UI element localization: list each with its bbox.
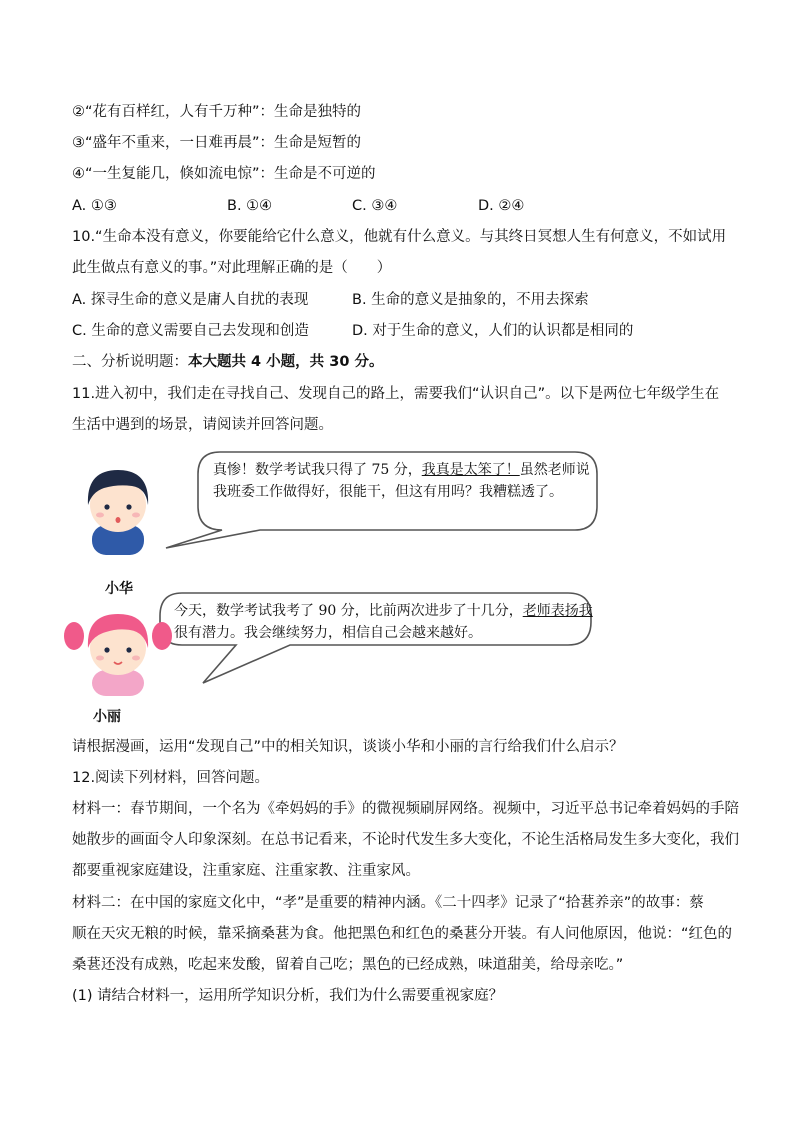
q12-material2-line1: 材料二：在中国的家庭文化中，“孝”是重要的精神内涵。《二十四孝》记录了“拾葚养亲”的故事：蔡 bbox=[72, 895, 704, 911]
xiaoli-speech-line1 bbox=[174, 600, 593, 622]
xiaohua-speech-underlined: 我真是太笨了！ bbox=[421, 462, 520, 478]
q12-subquestion-1: (1) 请结合材料一，运用所学知识分析，我们为什么需要重视家庭？ bbox=[72, 988, 504, 1004]
xiaohua-speech-line1-a: 真惨！数学考试我只得了 75 分， bbox=[213, 462, 422, 478]
xiaoli-avatar bbox=[64, 614, 172, 696]
xiaoli-speech-line2: 很有潜力。我会继续努力，相信自己会越来越好。 bbox=[174, 625, 482, 641]
xiaoli-speech-line1-a: 今天，数学考试我考了 90 分，比前两次进步了十几分， bbox=[174, 603, 523, 619]
q9-option-a: A. ①③ bbox=[72, 198, 117, 214]
section-heading-prefix: 二、分析说明题： bbox=[72, 354, 188, 370]
xiaoli-name: 小丽 bbox=[93, 709, 121, 725]
q9-item-4: ④“一生复能几，倏如流电惊”：生命是不可逆的 bbox=[72, 166, 376, 182]
q9-item-3: ③“盛年不重来，一日难再晨”：生命是短暂的 bbox=[72, 135, 362, 151]
q9-option-c: C. ③④ bbox=[352, 198, 398, 214]
q9-option-b: B. ①④ bbox=[227, 198, 273, 214]
xiaoli-speech-underlined: 老师表扬我 bbox=[522, 603, 593, 619]
section-heading-score: 本大题共 4 小题，共 30 分。 bbox=[188, 354, 384, 370]
q12-material1-line3: 都要重视家庭建设，注重家庭、注重家教、注重家风。 bbox=[72, 863, 420, 879]
xiaohua-name: 小华 bbox=[105, 581, 133, 597]
q12-material2-line2: 顺在天灾无粮的时候，靠采摘桑葚为食。他把黑色和红色的桑葚分开装。有人问他原因，他说：“红色的 bbox=[72, 926, 733, 942]
q10-stem-line1: 10.“生命本没有意义，你要能给它什么意义，他就有什么意义。与其终日冥想人生有何意义，不如试用 bbox=[72, 229, 727, 245]
xiaohua-speech-line2: 我班委工作做得好，很能干，但这有用吗？我糟糕透了。 bbox=[213, 484, 563, 500]
q11-prompt: 请根据漫画，运用“发现自己”中的相关知识，谈谈小华和小丽的言行给我们什么启示？ bbox=[72, 739, 624, 755]
q10-option-b: B. 生命的意义是抽象的，不用去探索 bbox=[352, 292, 589, 308]
xiaohua-avatar bbox=[88, 470, 148, 555]
q9-item-2: ②“花有百样红，人有千万种”：生命是独特的 bbox=[72, 104, 362, 120]
q10-stem-line2: 此生做点有意义的事。”对此理解正确的是（ ） bbox=[72, 260, 392, 276]
q11-stem-line2: 生活中遇到的场景，请阅读并回答问题。 bbox=[72, 417, 333, 433]
q9-option-d: D. ②④ bbox=[478, 198, 525, 214]
xiaohua-speech-line1 bbox=[213, 459, 590, 481]
q10-option-c: C. 生命的意义需要自己去发现和创造 bbox=[72, 323, 309, 339]
q12-material1-line2: 她散步的画面令人印象深刻。在总书记看来，不论时代发生多大变化，不论生活格局发生多大变化，我们 bbox=[72, 832, 739, 848]
q10-option-d: D. 对于生命的意义，人们的认识都是相同的 bbox=[352, 323, 634, 339]
q12-material1-line1: 材料一：春节期间，一个名为《牵妈妈的手》的微视频刷屏网络。视频中，习近平总书记牵着妈妈的手陪 bbox=[72, 801, 739, 817]
q11-stem-line1: 11.进入初中，我们走在寻找自己、发现自己的路上，需要我们“认识自己”。以下是两位七年级学生在 bbox=[72, 386, 720, 402]
q12-material2-line3: 桑葚还没有成熟，吃起来发酸，留着自己吃；黑色的已经成熟，味道甜美，给母亲吃。” bbox=[72, 957, 624, 973]
q12-title: 12.阅读下列材料，回答问题。 bbox=[72, 770, 270, 786]
xiaohua-speech-line1-b: 虽然老师说 bbox=[519, 462, 590, 478]
q10-option-a: A. 探寻生命的意义是庸人自扰的表现 bbox=[72, 292, 309, 308]
